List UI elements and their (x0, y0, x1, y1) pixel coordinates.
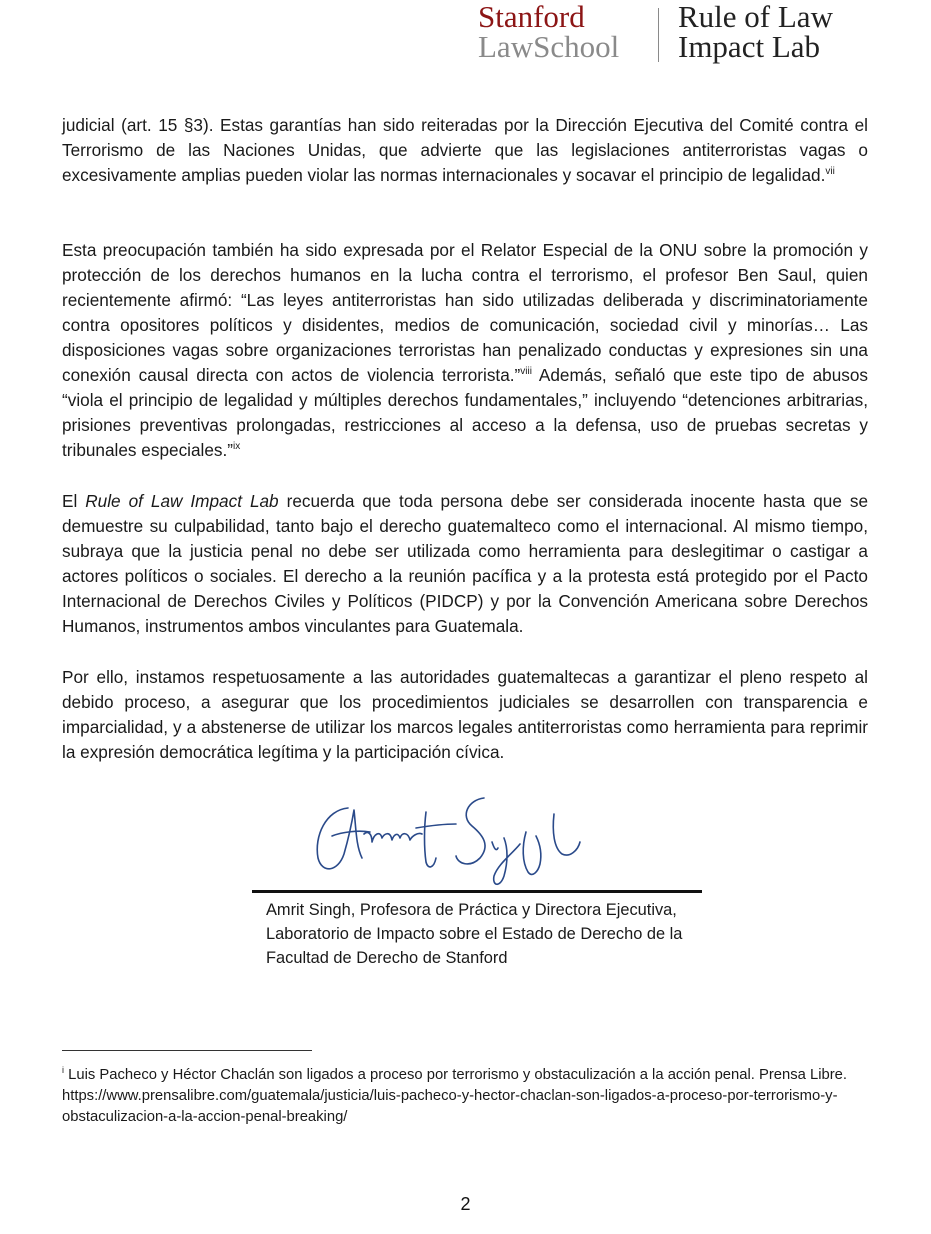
paragraph-1 (62, 113, 868, 188)
logo-lab-line2: Impact Lab (678, 29, 821, 64)
signer-block (266, 898, 716, 970)
paragraph-2-text-b: Además, señaló que este tipo de abusos “viola el principio de legalidad y múltiples derechos fundamentales,” incluyendo “detenciones arbitrarias, prisiones preventivas prolongadas, restricciones al acceso a la defensa, uso de pruebas secretas y tribunales especiales.” (62, 365, 868, 460)
paragraph-3-lab-name: Rule of Law Impact Lab (85, 491, 279, 511)
paragraph-2 (62, 238, 868, 463)
paragraph-1-text: judicial (art. 15 §3). Estas garantías han sido reiteradas por la Dirección Ejecutiva del Comité contra el Terrorismo de las Naciones Unidas, que advierte que las legislaciones antiterroristas vagas o excesivamente amplias pueden violar las normas internacionales y socavar el principio de legalidad. (62, 115, 868, 185)
paragraph-3-text: recuerda que toda persona debe ser considerada inocente hasta que se demuestre su culpabilidad, tanto bajo el derecho guatemalteco como el internacional. Al mismo tiempo, subraya que la justicia penal no debe ser utilizada como herramienta para deslegitimar o castigar a actores políticos o sociales. El derecho a la reunión pacífica y a la protesta está protegido por el Pacto Internacional de Derechos Civiles y Políticos (PIDCP) y por la Convención Americana sobre Derechos Humanos, instrumentos ambos vinculantes para Guatemala. (62, 491, 868, 636)
stanford-law-school-logo (478, 2, 648, 62)
logo-divider (658, 8, 659, 62)
footnote-marker: i (62, 1065, 64, 1075)
logo-lab-line1: Rule of Law (678, 0, 833, 34)
endnote-ref-ix: ix (233, 441, 241, 452)
logo-lawschool-word: LawSchool (478, 29, 620, 64)
paragraph-2-text-a: Esta preocupación también ha sido expresada por el Relator Especial de la ONU sobre la promoción y protección de los derechos humanos en la lucha contra el terrorismo, el profesor Ben Saul, quien recientemente afirmó: “Las leyes antiterroristas han sido utilizadas deliberada y discriminatoriamente contra opositores políticos y disidentes, medios de comunicación, sociedad civil y minorías… Las disposiciones vagas sobre organizaciones terroristas han penalizado conductas y expresiones sin una conexión causal directa con actos de violencia terrorista.” (62, 240, 868, 385)
signer-line-3: Facultad de Derecho de Stanford (266, 949, 508, 967)
footnote-text: Luis Pacheco y Héctor Chaclán son ligados a proceso por terrorismo y obstaculización a la acción penal. Prensa Libre. https://www.prensalibre.com/guatemala/justicia/luis-pacheco-y-hector-chaclan-son-ligados-a-proceso-por-terrorismo-y-obstaculizacion-a-la-accion-penal-breaking/ (62, 1067, 848, 1125)
signer-line-2: Laboratorio de Impacto sobre el Estado de Derecho de la (266, 925, 683, 943)
handwritten-signature (308, 788, 598, 893)
endnote-ref-vii: vii (825, 166, 835, 177)
rule-of-law-impact-lab-logo (678, 2, 833, 62)
paragraph-4 (62, 665, 868, 765)
paragraph-3-lead: El (62, 491, 86, 511)
footnote-separator (62, 1050, 312, 1051)
page-number: 2 (460, 1194, 471, 1214)
logo-stanford-word: Stanford (478, 0, 585, 34)
signer-line-1: Amrit Singh, Profesora de Práctica y Directora Ejecutiva, (266, 901, 677, 919)
endnote-ref-viii: viii (520, 366, 532, 377)
signature-line (252, 890, 702, 893)
paragraph-4-text: Por ello, instamos respetuosamente a las autoridades guatemaltecas a garantizar el pleno respeto al debido proceso, a asegurar que los procedimientos judiciales se desarrollen con transparencia e imparcialidad, y a abstenerse de utilizar los marcos legales antiterroristas como herramienta para reprimir la expresión democrática legítima y la participación cívica. (62, 667, 868, 762)
paragraph-3 (62, 489, 868, 639)
footnote-i (62, 1065, 868, 1128)
